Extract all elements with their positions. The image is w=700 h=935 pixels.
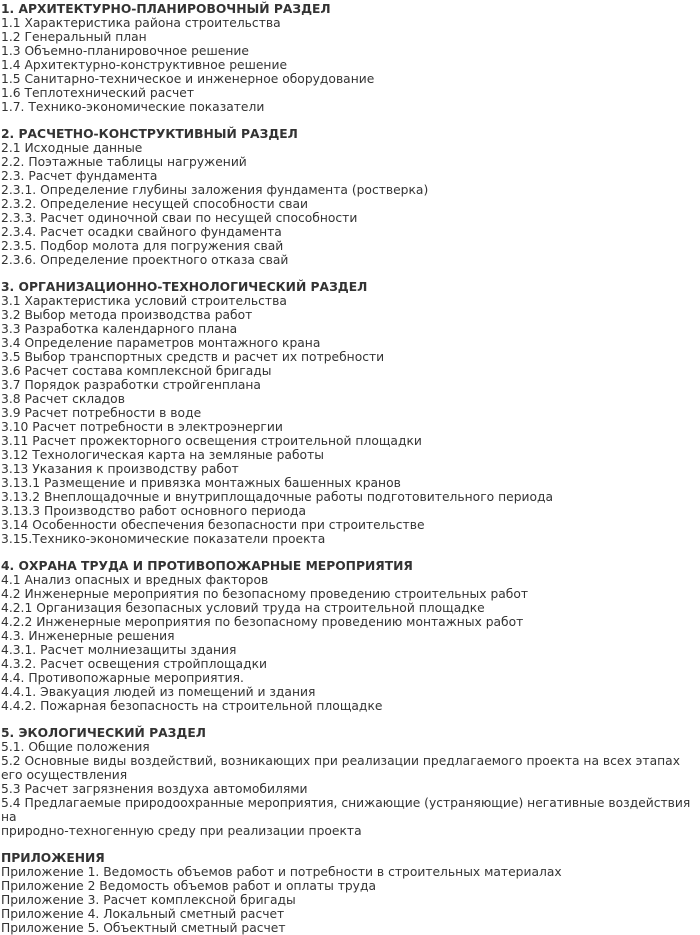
section-3 bbox=[1, 280, 700, 546]
list-item: 1.7. Технико-экономические показатели bbox=[1, 100, 265, 114]
list-item: 5.4 Предлагаемые природоохранные мероприятия, снижающие (устраняющие) негативные воздействия на bbox=[1, 796, 695, 824]
list-item: 3.2 Выбор метода производства работ bbox=[1, 308, 253, 322]
list-item: 1.2 Генеральный план bbox=[1, 30, 147, 44]
list-item: 2.3.4. Расчет осадки свайного фундамента bbox=[1, 225, 282, 239]
list-item: 2.3. Расчет фундамента bbox=[1, 169, 158, 183]
list-item: 4.4.2. Пожарная безопасность на строительной площадке bbox=[1, 699, 383, 713]
list-item: Приложение 2 Ведомость объемов работ и оплаты труда bbox=[1, 879, 376, 893]
section-title: 5. ЭКОЛОГИЧЕСКИЙ РАЗДЕЛ bbox=[1, 726, 206, 740]
list-item: Приложение 1. Ведомость объемов работ и потребности в строительных материалах bbox=[1, 865, 562, 879]
section-2 bbox=[1, 127, 700, 267]
section-1 bbox=[1, 2, 700, 114]
section-title: 3. ОРГАНИЗАЦИОННО-ТЕХНОЛОГИЧЕСКИЙ РАЗДЕЛ bbox=[1, 280, 368, 294]
list-item: 3.13.1 Размещение и привязка монтажных башенных кранов bbox=[1, 476, 401, 490]
list-item: 3.5 Выбор транспортных средств и расчет их потребности bbox=[1, 350, 385, 364]
list-item: 3.6 Расчет состава комплексной бригады bbox=[1, 364, 272, 378]
list-item: 1.3 Объемно-планировочное решение bbox=[1, 44, 249, 58]
list-item: 2.3.5. Подбор молота для погружения свай bbox=[1, 239, 284, 253]
list-item: Приложение 5. Объектный сметный расчет bbox=[1, 921, 286, 935]
section-title: 2. РАСЧЕТНО-КОНСТРУКТИВНЫЙ РАЗДЕЛ bbox=[1, 127, 298, 141]
list-item: 3.14 Особенности обеспечения безопасности при строительстве bbox=[1, 518, 425, 532]
list-item: 4.3.2. Расчет освещения стройплощадки bbox=[1, 657, 268, 671]
list-item: 1.6 Теплотехнический расчет bbox=[1, 86, 195, 100]
list-item: 5.3 Расчет загрязнения воздуха автомобилями bbox=[1, 782, 308, 796]
list-item: 3.1 Характеристика условий строительства bbox=[1, 294, 287, 308]
list-item: 1.4 Архитектурно-конструктивное решение bbox=[1, 58, 288, 72]
list-item: 3.15.Технико-экономические показатели проекта bbox=[1, 532, 326, 546]
list-item: 2.3.2. Определение несущей способности сваи bbox=[1, 197, 309, 211]
list-item: 3.13.3 Производство работ основного периода bbox=[1, 504, 307, 518]
list-item: Приложение 4. Локальный сметный расчет bbox=[1, 907, 285, 921]
list-item: 1.1 Характеристика района строительства bbox=[1, 16, 281, 30]
list-item: 3.11 Расчет прожекторного освещения строительной площадки bbox=[1, 434, 422, 448]
list-item: 4.1 Анализ опасных и вредных факторов bbox=[1, 573, 269, 587]
list-item: Приложение 3. Расчет комплексной бригады bbox=[1, 893, 296, 907]
list-item: 3.10 Расчет потребности в электроэнергии bbox=[1, 420, 283, 434]
list-item: 2.2. Поэтажные таблицы нагружений bbox=[1, 155, 247, 169]
list-item: природно-техногенную среду при реализации проекта bbox=[1, 824, 362, 838]
list-item: 4.2.1 Организация безопасных условий труда на строительной площадке bbox=[1, 601, 485, 615]
section-title: 1. АРХИТЕКТУРНО-ПЛАНИРОВОЧНЫЙ РАЗДЕЛ bbox=[1, 2, 331, 16]
list-item: 2.3.6. Определение проектного отказа свай bbox=[1, 253, 289, 267]
list-item: 3.12 Технологическая карта на земляные работы bbox=[1, 448, 324, 462]
section-title: ПРИЛОЖЕНИЯ bbox=[1, 851, 105, 865]
list-item: 3.4 Определение параметров монтажного крана bbox=[1, 336, 321, 350]
list-item: 2.3.3. Расчет одиночной сваи по несущей способности bbox=[1, 211, 358, 225]
section-title: 4. ОХРАНА ТРУДА И ПРОТИВОПОЖАРНЫЕ МЕРОПРИЯТИЯ bbox=[1, 559, 413, 573]
list-item: 2.3.1. Определение глубины заложения фундамента (ростверка) bbox=[1, 183, 429, 197]
list-item: 2.1 Исходные данные bbox=[1, 141, 143, 155]
section-5 bbox=[1, 726, 700, 838]
list-item: 4.4. Противопожарные мероприятия. bbox=[1, 671, 244, 685]
list-item: 4.3.1. Расчет молниезащиты здания bbox=[1, 643, 237, 657]
list-item: 3.7 Порядок разработки стройгенплана bbox=[1, 378, 261, 392]
list-item: 5.1. Общие положения bbox=[1, 740, 150, 754]
list-item: 4.2.2 Инженерные мероприятия по безопасному проведению монтажных работ bbox=[1, 615, 524, 629]
list-item: 1.5 Санитарно-техническое и инженерное оборудование bbox=[1, 72, 375, 86]
list-item: 4.4.1. Эвакуация людей из помещений и здания bbox=[1, 685, 316, 699]
list-item: 3.9 Расчет потребности в воде bbox=[1, 406, 202, 420]
section-appendices bbox=[1, 851, 700, 935]
section-4 bbox=[1, 559, 700, 713]
list-item: 3.13.2 Внеплощадочные и внутриплощадочные работы подготовительного периода bbox=[1, 490, 554, 504]
list-item: 5.2 Основные виды воздействий, возникающих при реализации предлагаемого проекта на всех этапах его осуществления bbox=[1, 754, 684, 782]
list-item: 3.3 Разработка календарного плана bbox=[1, 322, 238, 336]
list-item: 4.2 Инженерные мероприятия по безопасному проведению строительных работ bbox=[1, 587, 529, 601]
list-item: 3.13 Указания к производству работ bbox=[1, 462, 239, 476]
list-item: 3.8 Расчет складов bbox=[1, 392, 125, 406]
list-item: 4.3. Инженерные решения bbox=[1, 629, 175, 643]
